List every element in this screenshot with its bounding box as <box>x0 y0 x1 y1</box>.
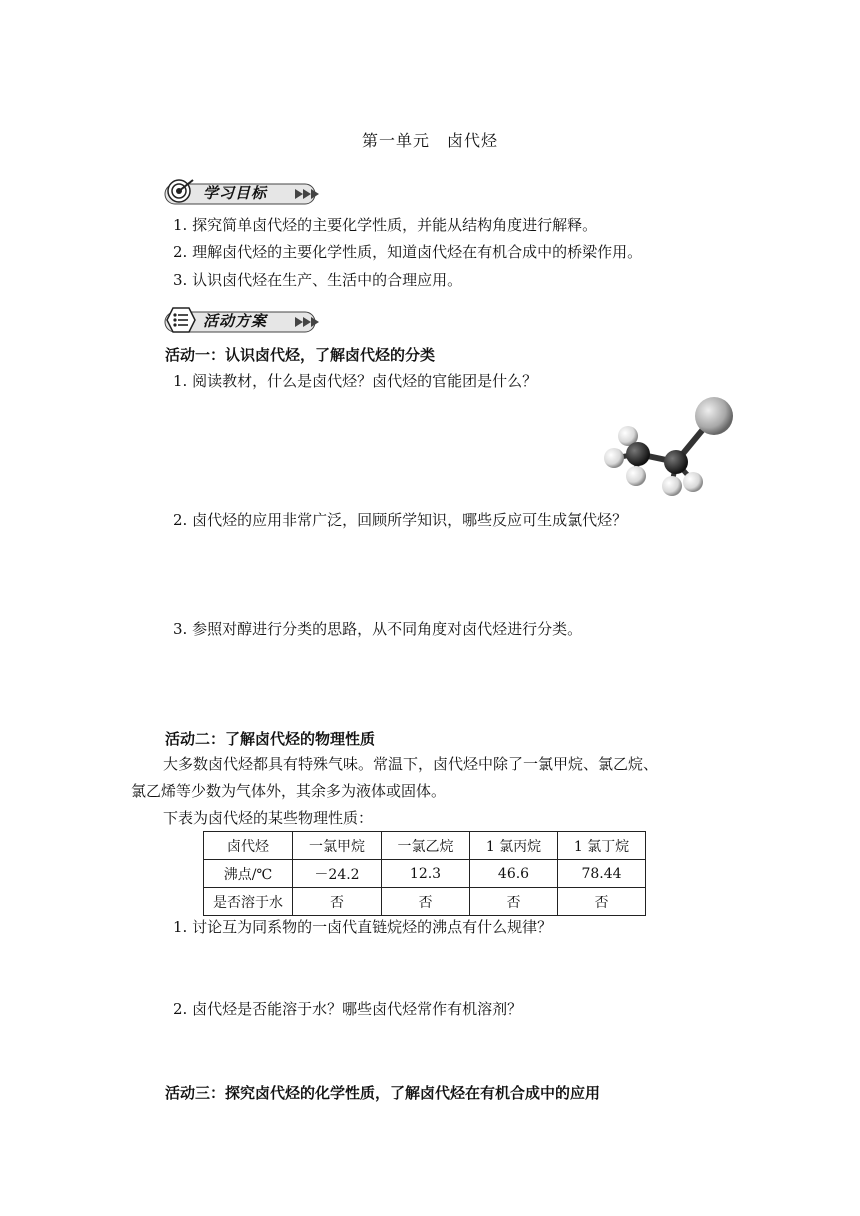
activity2-heading: 活动二：了解卤代烃的物理性质 <box>165 730 376 748</box>
table-row <box>204 860 646 888</box>
activity2-paragraph: 氯乙烯等少数为气体外，其余多为液体或固体。 <box>131 782 447 800</box>
table-cell: 否 <box>382 888 470 916</box>
table-header-cell: 1 氯丙烷 <box>470 832 558 860</box>
plan-banner <box>163 305 333 335</box>
table-cell: 12.3 <box>382 860 470 888</box>
table-cell: 否 <box>558 888 646 916</box>
table-cell: 否 <box>470 888 558 916</box>
page-title: 第一单元 卤代烃 <box>361 131 498 150</box>
table-cell: 78.44 <box>558 860 646 888</box>
table-header-cell: 一氯甲烷 <box>293 832 382 860</box>
activity2-question: 1. 讨论互为同系物的一卤代直链烷烃的沸点有什么规律？ <box>173 918 553 936</box>
table-intro: 下表为卤代烃的某些物理性质： <box>163 809 374 827</box>
table-header-cell: 卤代烃 <box>204 832 293 860</box>
activity1-heading: 活动一：认识卤代烃，了解卤代烃的分类 <box>165 346 436 364</box>
goal-item: 3. 认识卤代烃在生产、生活中的合理应用。 <box>173 271 463 289</box>
activity2-question: 2. 卤代烃是否能溶于水？哪些卤代烃常作有机溶剂？ <box>173 1000 523 1018</box>
molecule-model-image <box>598 392 738 502</box>
goals-banner-label: 学习目标 <box>203 184 268 202</box>
physical-properties-table <box>203 831 646 916</box>
table-cell: 否 <box>293 888 382 916</box>
table-header-cell: 1 氯丁烷 <box>558 832 646 860</box>
table-cell: －24.2 <box>293 860 382 888</box>
goal-item: 2. 理解卤代烃的主要化学性质，知道卤代烃在有机合成中的桥梁作用。 <box>173 243 643 261</box>
goal-item: 1. 探究简单卤代烃的主要化学性质，并能从结构角度进行解释。 <box>173 216 598 234</box>
plan-banner-label: 活动方案 <box>203 312 268 330</box>
table-header-cell: 一氯乙烷 <box>382 832 470 860</box>
table-cell: 是否溶于水 <box>204 888 293 916</box>
activity3-heading: 活动三：探究卤代烃的化学性质，了解卤代烃在有机合成中的应用 <box>165 1084 601 1102</box>
table-row <box>204 888 646 916</box>
activity1-question: 1. 阅读教材，什么是卤代烃？卤代烃的官能团是什么？ <box>173 372 538 390</box>
table-header-row <box>204 832 646 860</box>
table-cell: 沸点/℃ <box>204 860 293 888</box>
table-cell: 46.6 <box>470 860 558 888</box>
activity1-question: 2. 卤代烃的应用非常广泛，回顾所学知识，哪些反应可生成氯代烃？ <box>173 511 628 529</box>
activity2-paragraph: 大多数卤代烃都具有特殊气味。常温下，卤代烃中除了一氯甲烷、氯乙烷、 <box>163 755 659 773</box>
activity1-question: 3. 参照对醇进行分类的思路，从不同角度对卤代烃进行分类。 <box>173 620 583 638</box>
goals-banner <box>163 178 333 208</box>
